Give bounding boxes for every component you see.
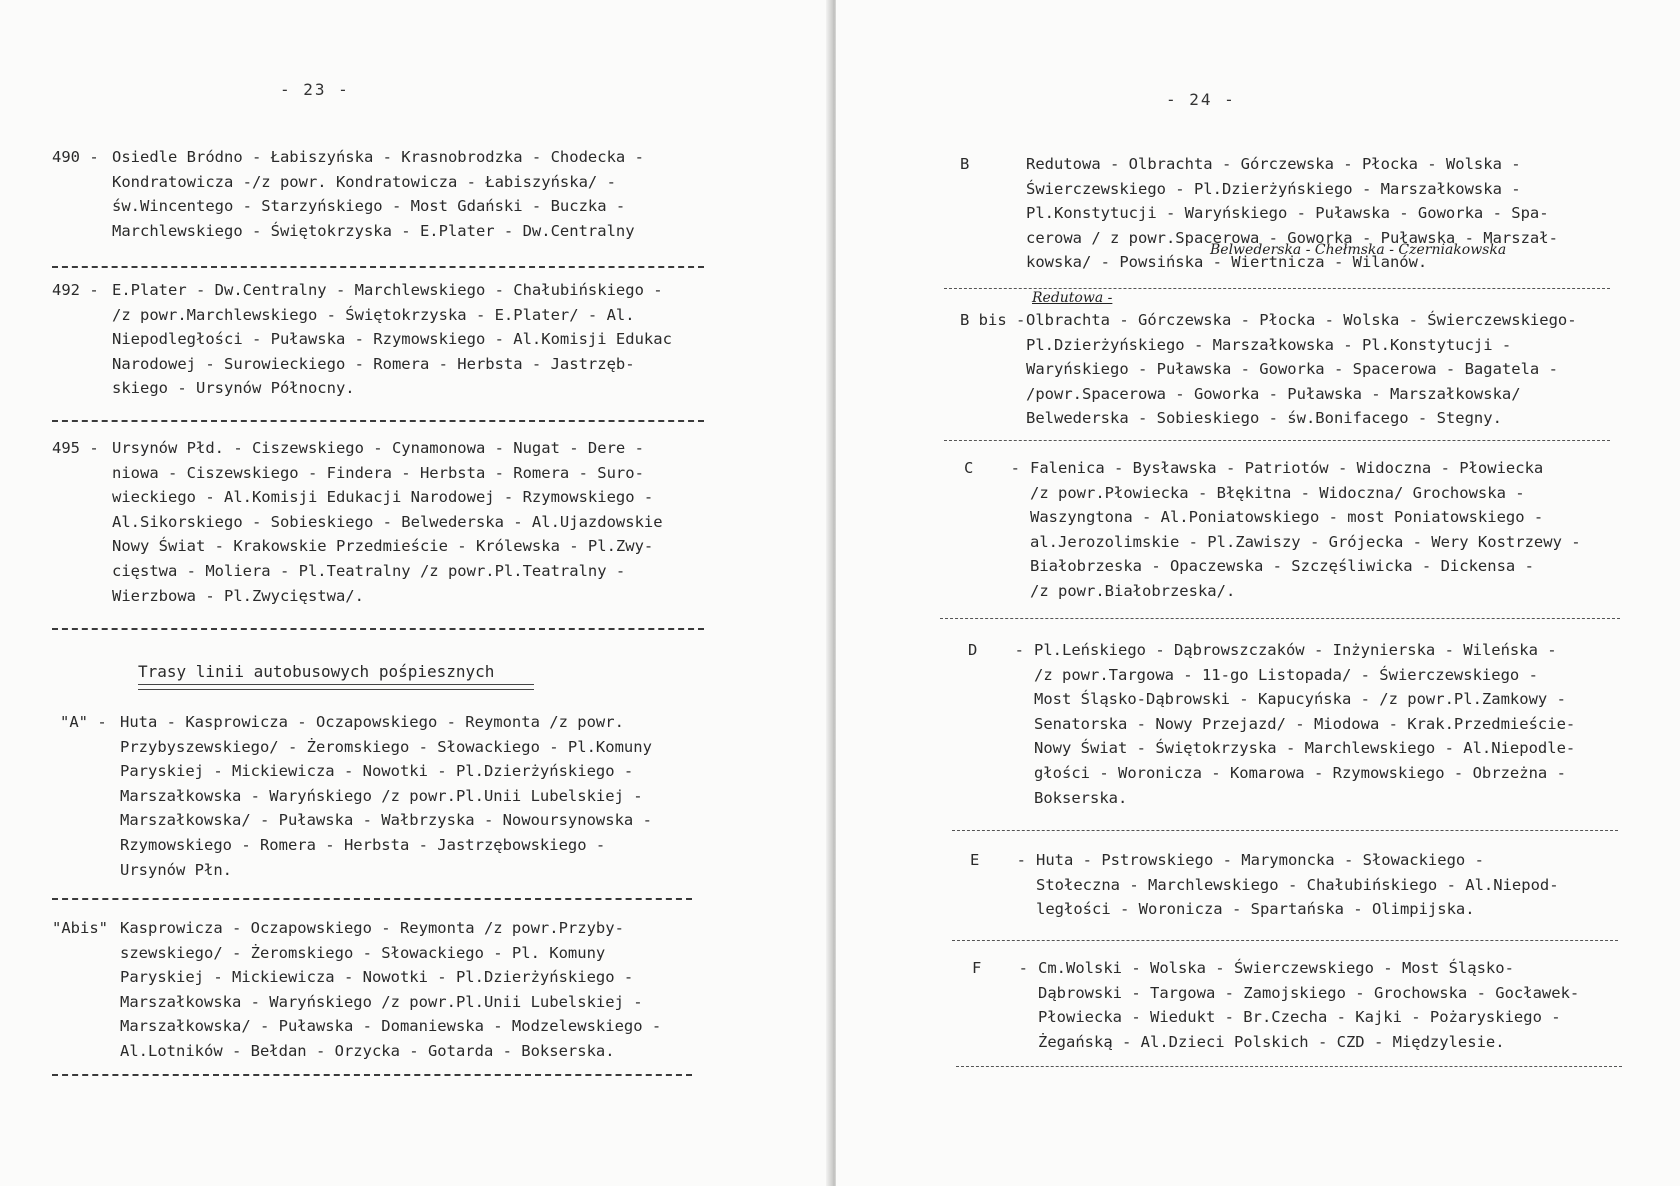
route-label: B bis - — [960, 311, 1026, 329]
route-line: Falenica - Bysławska - Patriotów - Widoczna - Płowiecka — [1030, 459, 1544, 477]
route-label: B — [960, 155, 970, 173]
route-line: Nowy Świat - Świętokrzyska - Marchlewskiego - Al.Niepodle- — [1034, 739, 1576, 758]
page-23 — [0, 0, 832, 1186]
route-line: ległości - Woronicza - Spartańska - Olimpijska. — [1036, 900, 1475, 919]
route-line: Most Śląsko-Dąbrowski - Kapucyńska - /z powr.Pl.Zamkowy - — [1034, 690, 1566, 709]
route-label: "A" - — [60, 713, 107, 731]
route-line: Narodowej - Surowieckiego - Romera - Herbsta - Jastrzęb- — [112, 354, 635, 373]
route-line: wieckiego - Al.Komisji Edukacji Narodowej - Rzymowskiego - — [112, 488, 654, 507]
route-line: Cm.Wolski - Wolska - Świerczewskiego - Most Śląsko- — [1038, 959, 1514, 977]
route-line: Marszałkowska - Waryńskiego /z powr.Pl.Unii Lubelskiej - — [120, 992, 643, 1011]
route-line: Paryskiej - Mickiewicza - Nowotki - Pl.Dzierżyńskiego - — [120, 968, 634, 987]
route-line: Przybyszewskiego/ - Żeromskiego - Słowackiego - Pl.Komuny — [120, 737, 652, 756]
separator-line — [52, 628, 704, 630]
route-line: Żegańską - Al.Dzieci Polskich - CZD - Międzylesie. — [1038, 1032, 1505, 1051]
route-label: C - — [964, 459, 1020, 477]
route-line: cięstwa - Moliera - Pl.Teatralny /z powr.Pl.Teatralny - — [112, 561, 626, 580]
separator-line — [944, 440, 1610, 441]
separator-line — [52, 1074, 692, 1076]
route-line: Marszałkowska/ - Puławska - Domaniewska - Modzelewskiego - — [120, 1017, 662, 1036]
separator-line — [940, 618, 1620, 619]
route-line: Belwederska - Sobieskiego - św.Bonifacego - Stegny. — [1026, 409, 1502, 428]
route-line: Wierzbowa - Pl.Zwycięstwa/. — [112, 586, 364, 605]
route-line: kowska/ - Powsińska - Wiertnicza - Wilanów. — [1026, 253, 1428, 272]
page-number: - 24 - — [1166, 90, 1236, 109]
title-double-rule — [138, 684, 534, 690]
route-line: cerowa / z powr.Spacerowa - Goworka - Puławska - Marszał- — [1026, 228, 1558, 247]
route-line: Waszyngtona - Al.Poniatowskiego - most Poniatowskiego - — [1030, 508, 1544, 527]
route-line: Pl.Leńskiego - Dąbrowszczaków - Inżynierska - Wileńska - — [1034, 641, 1557, 659]
route-line: Al.Sikorskiego - Sobieskiego - Belwederska - Al.Ujazdowskie — [112, 512, 663, 531]
route-line: Marszałkowska/ - Puławska - Wałbrzyska - Nowoursynowska - — [120, 811, 652, 830]
route-line: Białobrzeska - Opaczewska - Szczęśliwicka - Dickensa - — [1030, 557, 1534, 576]
separator-line — [952, 940, 1618, 941]
route-label: "Abis" — [52, 919, 108, 937]
route-line: Pl.Konstytucji - Waryńskiego - Puławska - Goworka - Spa- — [1026, 204, 1549, 223]
route-line: Senatorska - Nowy Przejazd/ - Miodowa - Krak.Przedmieście- — [1034, 714, 1576, 733]
route-line: skiego - Ursynów Północny. — [112, 379, 355, 398]
route-line: Dąbrowski - Targowa - Zamojskiego - Grochowska - Gocławek- — [1038, 983, 1580, 1002]
route-line: Osiedle Bródno - Łabiszyńska - Krasnobrodzka - Chodecka - — [112, 148, 644, 166]
separator-line — [956, 1066, 1622, 1067]
separator-line — [944, 288, 1610, 289]
separator-line — [952, 830, 1618, 831]
handwritten-note: Redutowa - — [1032, 290, 1113, 306]
route-line: E.Plater - Dw.Centralny - Marchlewskiego - Chałubińskiego - — [112, 281, 663, 299]
route-line: Waryńskiego - Puławska - Goworka - Spacerowa - Bagatela - — [1026, 360, 1558, 379]
route-label: D - — [968, 641, 1024, 659]
route-line: Huta - Kasprowicza - Oczapowskiego - Reymonta /z powr. — [120, 713, 624, 731]
page-number: - 23 - — [280, 80, 350, 99]
route-line: Kondratowicza -/z powr. Kondratowicza - Łabiszyńska/ - — [112, 172, 616, 191]
route-line: al.Jerozolimskie - Pl.Zawiszy - Grójecka - Wery Kostrzewy - — [1030, 532, 1581, 551]
route-line: Kasprowicza - Oczapowskiego - Reymonta /z powr.Przyby- — [120, 919, 624, 937]
route-line: Nowy Świat - Krakowskie Przedmieście - Królewska - Pl.Zwy- — [112, 537, 654, 556]
route-line: głości - Woronicza - Komarowa - Rzymowskiego - Obrzeżna - — [1034, 763, 1566, 782]
route-line: Marchlewskiego - Świętokrzyska - E.Plater - Dw.Centralny — [112, 221, 635, 240]
route-line: /z powr.Białobrzeska/. — [1030, 581, 1236, 600]
route-line: /z powr.Marchlewskiego - Świętokrzyska - E.Plater/ - Al. — [112, 305, 635, 324]
route-line: Paryskiej - Mickiewicza - Nowotki - Pl.Dzierżyńskiego - — [120, 762, 634, 781]
route-line: Marszałkowska - Waryńskiego /z powr.Pl.Unii Lubelskiej - — [120, 786, 643, 805]
route-line: Niepodległości - Puławska - Rzymowskiego - Al.Komisji Edukac — [112, 330, 672, 349]
route-label: 492 - — [52, 281, 99, 299]
route-line: św.Wincentego - Starzyńskiego - Most Gdański - Buczka - — [112, 197, 626, 216]
route-line: szewskiego/ - Żeromskiego - Słowackiego - Pl. Komuny — [120, 943, 606, 962]
separator-line — [52, 266, 704, 268]
route-line: /z powr.Płowiecka - Błękitna - Widoczna/ Grochowska - — [1030, 483, 1525, 502]
route-label: F - — [972, 959, 1028, 977]
page-24 — [836, 0, 1680, 1186]
route-label: 490 - — [52, 148, 99, 166]
route-line: Stołeczna - Marchlewskiego - Chałubińskiego - Al.Niepod- — [1036, 875, 1559, 894]
route-line: Redutowa - Olbrachta - Górczewska - Płocka - Wolska - — [1026, 155, 1521, 173]
route-line: niowa - Ciszewskiego - Findera - Herbsta - Romera - Suro- — [112, 463, 644, 482]
route-line: Ursynów Płn. — [120, 860, 232, 879]
separator-line — [52, 420, 704, 422]
route-line: Płowiecka - Wiedukt - Br.Czecha - Kajki - Pożaryskiego - — [1038, 1008, 1561, 1027]
route-line: Świerczewskiego - Pl.Dzierżyńskiego - Marszałkowska - — [1026, 179, 1521, 198]
separator-line — [52, 898, 692, 900]
handwritten-note: Belwederska - Chełmska - Czerniakowska — [1210, 242, 1507, 258]
route-label: E - — [970, 851, 1026, 869]
route-line: Huta - Pstrowskiego - Marymoncka - Słowackiego - — [1036, 851, 1484, 869]
route-line: Ursynów Płd. - Ciszewskiego - Cynamonowa - Nugat - Dere - — [112, 439, 644, 457]
route-line: Pl.Dzierżyńskiego - Marszałkowska - Pl.Konstytucji - — [1026, 335, 1512, 354]
route-line: Olbrachta - Górczewska - Płocka - Wolska - Świerczewskiego- — [1026, 311, 1577, 329]
route-line: /z powr.Targowa - 11-go Listopada/ - Świerczewskiego - — [1034, 665, 1538, 684]
route-line: Bokserska. — [1034, 788, 1128, 807]
route-line: Rzymowskiego - Romera - Herbsta - Jastrzębowskiego - — [120, 835, 606, 854]
route-line: Al.Lotników - Bełdan - Orzycka - Gotarda - Bokserska. — [120, 1041, 615, 1060]
route-line: /powr.Spacerowa - Goworka - Puławska - Marszałkowska/ — [1026, 384, 1521, 403]
section-title: Trasy linii autobusowych pośpiesznych — [138, 662, 495, 681]
route-label: 495 - — [52, 439, 99, 457]
